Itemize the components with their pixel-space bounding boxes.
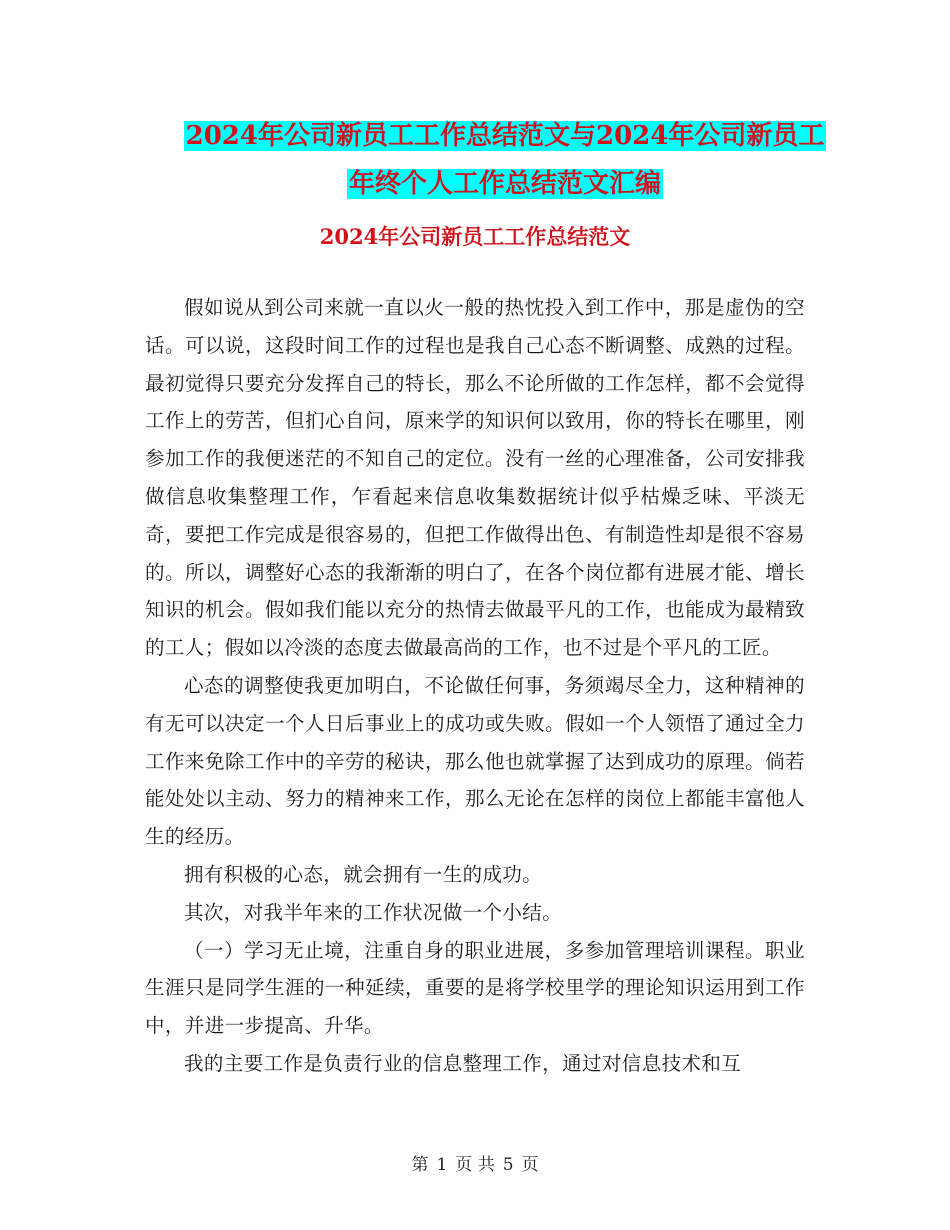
paragraph: 假如说从到公司来就一直以火一般的热忱投入到工作中，那是虚伪的空话。可以说，这段时间工作的过程也是我自己心态不断调整、成熟的过程。最初觉得只要充分发挥自己的特长，那么不论所做的工作怎样，都不会觉得工作上的劳苦，但扪心自问，原来学的知识何以致用，你的特长在哪里，刚参加工作的我便迷茫的不知自己的定位。没有一丝的心理准备，公司安排我做信息收集整理工作，乍看起来信息收集数据统计似乎枯燥乏味、平淡无奇，要把工作完成是很容易的，但把工作做得出色、有制造性却是很不容易的。所以，调整好心态的我渐渐的明白了，在各个岗位都有进展才能、增长知识的机会。假如我们能以充分的热情去做最平凡的工作，也能成为最精致的工人；假如以冷淡的态度去做最高尚的工作，也不过是个平凡的工匠。 (145, 296, 805, 660)
section-subtitle: 2024年公司新员工工作总结范文 (319, 224, 631, 249)
current-page-number: 1 (436, 1155, 448, 1175)
paragraph: 其次，对我半年来的工作状况做一个小结。 (184, 900, 563, 924)
title-line-1: 2024年公司新员工工作总结范文与2024年公司新员工 (185, 121, 825, 151)
page-footer (0, 1150, 950, 1175)
page-label-mid: 页 共 (455, 1155, 495, 1175)
body-text (145, 289, 805, 1083)
document-title (145, 112, 865, 208)
title-line-2: 年终个人工作总结范文汇编 (348, 169, 661, 199)
paragraph: （一）学习无止境，注重自身的职业进展，多参加管理培训课程。职业生涯只是同学生涯的一种延续，重要的是将学校里学的理论知识运用到工作中，并进一步提高、升华。 (145, 938, 805, 1038)
total-pages-number: 5 (502, 1155, 514, 1175)
page-label-suffix: 页 (521, 1155, 539, 1175)
paragraph: 我的主要工作是负责行业的信息整理工作，通过对信息技术和互 (184, 1051, 742, 1075)
paragraph: 拥有积极的心态，就会拥有一生的成功。 (184, 862, 543, 886)
paragraph: 心态的调整使我更加明白，不论做任何事，务须竭尽全力，这种精神的有无可以决定一个人日后事业上的成功或失败。假如一个人领悟了通过全力工作来免除工作中的辛劳的秘诀，那么他也就掌握了达到成功的原理。倘若能处处以主动、努力的精神来工作，那么无论在怎样的岗位上都能丰富他人生的经历。 (145, 673, 805, 849)
page-label-prefix: 第 (411, 1155, 429, 1175)
